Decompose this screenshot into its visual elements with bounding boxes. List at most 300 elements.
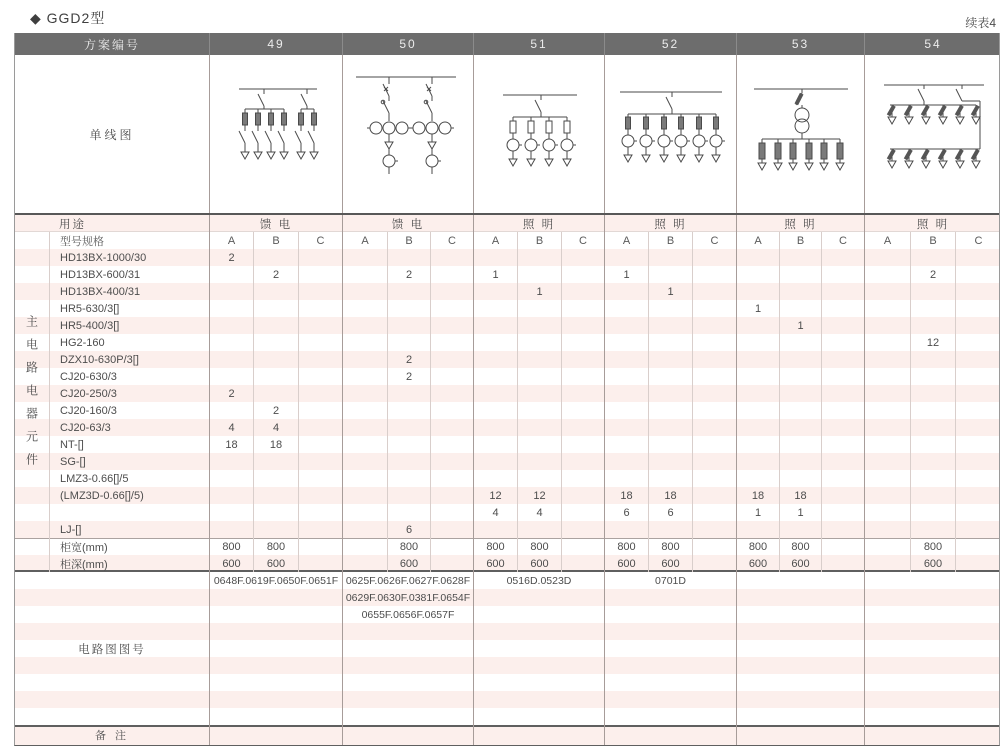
qty-cell	[736, 334, 779, 351]
qty-cell	[910, 521, 955, 538]
qty-cell	[298, 402, 342, 419]
drawing-number-cell	[864, 623, 1001, 640]
qty-cell	[648, 402, 692, 419]
drawing-number-cell	[209, 606, 342, 623]
qty-cell	[430, 249, 473, 266]
usage-value: 照 明	[736, 215, 864, 232]
qty-cell	[910, 402, 955, 419]
qty-cell	[387, 317, 430, 334]
component-label: NT-[]	[49, 436, 209, 453]
component-label: CJ20-63/3	[49, 419, 209, 436]
qty-cell	[821, 266, 864, 283]
qty-cell	[955, 385, 1001, 402]
qty-cell	[517, 368, 561, 385]
qty-cell	[298, 487, 342, 504]
drawing-number-cell	[473, 640, 604, 657]
qty-cell	[342, 266, 387, 283]
single-line-diagram-54	[864, 55, 1001, 213]
qty-cell	[821, 249, 864, 266]
drawing-number-cell	[604, 708, 736, 725]
qty-cell: 6	[604, 504, 648, 521]
qty-cell	[473, 453, 517, 470]
qty-cell: 1	[473, 266, 517, 283]
qty-cell	[779, 283, 821, 300]
drawing-number-cell	[864, 691, 1001, 708]
qty-cell	[648, 419, 692, 436]
table-row	[15, 249, 999, 266]
cabinet-width-cell	[955, 538, 1001, 555]
component-label: CJ20-250/3	[49, 385, 209, 402]
qty-cell	[864, 521, 910, 538]
table-row	[15, 521, 999, 538]
qty-cell	[779, 402, 821, 419]
qty-cell	[604, 300, 648, 317]
qty-cell	[910, 436, 955, 453]
qty-cell: 2	[209, 385, 253, 402]
qty-cell	[430, 419, 473, 436]
qty-cell	[692, 249, 736, 266]
qty-cell	[342, 504, 387, 521]
drawing-number-cell: 0516D.0523D	[473, 572, 604, 589]
qty-cell	[779, 470, 821, 487]
qty-cell	[387, 470, 430, 487]
qty-cell	[955, 249, 1001, 266]
qty-cell	[209, 351, 253, 368]
qty-cell	[864, 385, 910, 402]
qty-cell	[692, 436, 736, 453]
spec-subcol-header: B	[253, 232, 298, 249]
remark-cell	[342, 725, 473, 745]
qty-cell	[253, 521, 298, 538]
qty-cell	[473, 351, 517, 368]
qty-cell	[253, 368, 298, 385]
qty-cell: 1	[517, 283, 561, 300]
qty-cell	[430, 368, 473, 385]
spec-subcol-header: A	[342, 232, 387, 249]
qty-cell	[955, 470, 1001, 487]
spec-subcol-header: A	[864, 232, 910, 249]
table-row	[15, 419, 999, 436]
qty-cell	[430, 283, 473, 300]
qty-cell	[910, 351, 955, 368]
scheme-column-54: 54	[864, 33, 1001, 55]
qty-cell	[561, 419, 604, 436]
qty-cell	[561, 453, 604, 470]
qty-cell	[561, 521, 604, 538]
qty-cell	[648, 453, 692, 470]
qty-cell	[298, 419, 342, 436]
cabinet-width-cell: 800	[209, 538, 253, 555]
qty-cell: 2	[253, 402, 298, 419]
qty-cell	[561, 402, 604, 419]
drawing-number-cell	[209, 623, 342, 640]
qty-cell	[561, 436, 604, 453]
qty-cell	[517, 385, 561, 402]
qty-cell	[298, 504, 342, 521]
drawing-number-cell	[209, 640, 342, 657]
drawing-number-cell	[864, 589, 1001, 606]
qty-cell	[473, 283, 517, 300]
qty-cell	[253, 334, 298, 351]
qty-cell	[910, 419, 955, 436]
qty-cell	[821, 283, 864, 300]
qty-cell: 18	[253, 436, 298, 453]
qty-cell	[692, 283, 736, 300]
table-row	[15, 215, 999, 232]
qty-cell	[342, 453, 387, 470]
table-row	[15, 436, 999, 453]
qty-cell	[864, 470, 910, 487]
qty-cell	[209, 266, 253, 283]
left-spacer	[15, 232, 49, 249]
drawing-number-cell	[473, 606, 604, 623]
qty-cell	[910, 317, 955, 334]
qty-cell	[692, 487, 736, 504]
qty-cell: 2	[910, 266, 955, 283]
table-row	[15, 470, 999, 487]
qty-cell: 12	[473, 487, 517, 504]
qty-cell	[864, 402, 910, 419]
qty-cell	[604, 334, 648, 351]
qty-cell	[955, 436, 1001, 453]
drawing-number-cell	[342, 674, 473, 691]
table-row	[15, 317, 999, 334]
cabinet-depth-cell	[342, 555, 387, 572]
qty-cell	[517, 334, 561, 351]
qty-cell	[209, 334, 253, 351]
cabinet-depth-cell: 600	[648, 555, 692, 572]
qty-cell	[342, 521, 387, 538]
table-row	[15, 266, 999, 283]
spec-subcol-header: C	[692, 232, 736, 249]
qty-cell	[864, 351, 910, 368]
qty-cell	[209, 521, 253, 538]
qty-cell	[736, 351, 779, 368]
qty-cell	[821, 504, 864, 521]
qty-cell	[342, 487, 387, 504]
component-label: DZX10-630P/3[]	[49, 351, 209, 368]
qty-cell	[253, 249, 298, 266]
table-row	[15, 487, 999, 504]
qty-cell	[955, 504, 1001, 521]
qty-cell	[473, 300, 517, 317]
spec-subcol-header: C	[955, 232, 1001, 249]
qty-cell	[604, 436, 648, 453]
qty-cell	[692, 402, 736, 419]
main-circuit-components-group-label: 主电路电器元件	[24, 315, 39, 476]
qty-cell	[430, 334, 473, 351]
qty-cell: 6	[387, 521, 430, 538]
qty-cell	[736, 368, 779, 385]
qty-cell	[604, 249, 648, 266]
qty-cell	[517, 470, 561, 487]
qty-cell	[342, 385, 387, 402]
qty-cell	[604, 419, 648, 436]
drawing-number-cell	[604, 674, 736, 691]
qty-cell	[648, 249, 692, 266]
drawing-number-cell	[342, 691, 473, 708]
qty-cell	[253, 470, 298, 487]
qty-cell	[779, 300, 821, 317]
drawing-number-cell	[209, 589, 342, 606]
qty-cell	[430, 504, 473, 521]
cabinet-width-cell: 800	[517, 538, 561, 555]
cabinet-depth-cell: 600	[253, 555, 298, 572]
qty-cell	[692, 453, 736, 470]
qty-cell	[910, 283, 955, 300]
scheme-column-51: 51	[473, 33, 604, 55]
spec-subcol-header: B	[910, 232, 955, 249]
qty-cell	[298, 317, 342, 334]
qty-cell	[517, 402, 561, 419]
qty-cell: 1	[736, 504, 779, 521]
qty-cell	[298, 453, 342, 470]
table-row	[15, 334, 999, 351]
qty-cell	[821, 453, 864, 470]
qty-cell	[561, 385, 604, 402]
qty-cell	[955, 521, 1001, 538]
table-row	[15, 555, 999, 572]
drawing-number-cell	[342, 657, 473, 674]
qty-cell	[604, 317, 648, 334]
cabinet-width-cell	[342, 538, 387, 555]
qty-cell	[517, 351, 561, 368]
qty-cell: 1	[779, 504, 821, 521]
drawing-number-cell	[736, 589, 864, 606]
usage-label: 用途	[59, 218, 86, 231]
qty-cell	[955, 351, 1001, 368]
drawing-number-cell	[736, 606, 864, 623]
qty-cell	[910, 470, 955, 487]
qty-cell	[561, 470, 604, 487]
drawing-number-cell	[473, 589, 604, 606]
table-row	[15, 402, 999, 419]
spec-table	[14, 33, 1000, 746]
single-line-diagram-50	[342, 55, 473, 213]
cabinet-width-cell	[430, 538, 473, 555]
qty-cell	[517, 249, 561, 266]
drawing-number-cell	[473, 691, 604, 708]
usage-value: 照 明	[864, 215, 1001, 232]
qty-cell	[253, 351, 298, 368]
qty-cell	[604, 453, 648, 470]
spec-subcol-header: A	[736, 232, 779, 249]
qty-cell	[864, 249, 910, 266]
cabinet-depth-label: 柜深(mm)	[49, 555, 209, 572]
qty-cell	[561, 504, 604, 521]
qty-cell	[779, 453, 821, 470]
qty-cell	[648, 266, 692, 283]
qty-cell	[692, 521, 736, 538]
qty-cell	[473, 249, 517, 266]
page-title: ◆ GGD2型	[30, 10, 106, 26]
spec-subcol-header: C	[430, 232, 473, 249]
spec-subcol-header: B	[517, 232, 561, 249]
qty-cell: 12	[517, 487, 561, 504]
qty-cell	[387, 453, 430, 470]
drawing-number-cell	[736, 691, 864, 708]
qty-cell	[387, 487, 430, 504]
qty-cell	[648, 351, 692, 368]
qty-cell	[473, 436, 517, 453]
drawing-number-cell	[604, 640, 736, 657]
qty-cell	[342, 249, 387, 266]
qty-cell: 2	[209, 249, 253, 266]
qty-cell	[387, 436, 430, 453]
qty-cell	[736, 266, 779, 283]
drawing-number-cell	[473, 708, 604, 725]
usage-value: 馈 电	[209, 215, 342, 232]
qty-cell	[864, 453, 910, 470]
drawing-number-cell	[209, 708, 342, 725]
qty-cell	[736, 470, 779, 487]
component-label: CJ20-160/3	[49, 402, 209, 419]
single-line-diagram-49	[209, 55, 342, 213]
qty-cell	[473, 317, 517, 334]
qty-cell	[955, 283, 1001, 300]
qty-cell	[430, 351, 473, 368]
cabinet-width-cell	[864, 538, 910, 555]
qty-cell	[821, 470, 864, 487]
qty-cell	[604, 402, 648, 419]
qty-cell: 4	[473, 504, 517, 521]
qty-cell	[430, 487, 473, 504]
qty-cell	[561, 249, 604, 266]
drawing-section-label: 电路图图号	[78, 643, 146, 656]
qty-cell	[955, 402, 1001, 419]
drawing-number-cell	[209, 674, 342, 691]
qty-cell	[955, 487, 1001, 504]
drawing-number-cell	[736, 640, 864, 657]
qty-cell	[298, 351, 342, 368]
cabinet-depth-cell: 600	[473, 555, 517, 572]
qty-cell	[298, 283, 342, 300]
qty-cell	[604, 351, 648, 368]
drawing-number-cell	[473, 657, 604, 674]
remark-cell	[473, 725, 604, 745]
drawing-number-cell	[473, 623, 604, 640]
qty-cell: 18	[604, 487, 648, 504]
scheme-number-header: 方案编号	[83, 37, 140, 52]
drawing-number-cell	[864, 657, 1001, 674]
cabinet-depth-cell: 600	[604, 555, 648, 572]
qty-cell	[910, 504, 955, 521]
cabinet-width-cell	[692, 538, 736, 555]
cabinet-width-cell: 800	[387, 538, 430, 555]
qty-cell	[561, 487, 604, 504]
spec-subcol-header: C	[821, 232, 864, 249]
qty-cell: 4	[253, 419, 298, 436]
qty-cell	[561, 317, 604, 334]
qty-cell	[517, 436, 561, 453]
qty-cell	[955, 300, 1001, 317]
qty-cell	[955, 453, 1001, 470]
qty-cell	[561, 266, 604, 283]
qty-cell	[473, 521, 517, 538]
qty-cell	[692, 504, 736, 521]
single-line-diagram-53	[736, 55, 864, 213]
scheme-column-50: 50	[342, 33, 473, 55]
cabinet-width-cell: 800	[910, 538, 955, 555]
table-row	[15, 351, 999, 368]
qty-cell	[473, 385, 517, 402]
qty-cell	[821, 368, 864, 385]
cabinet-width-cell: 800	[604, 538, 648, 555]
diagram-row	[15, 55, 999, 215]
qty-cell	[387, 419, 430, 436]
qty-cell	[253, 317, 298, 334]
qty-cell: 1	[779, 317, 821, 334]
qty-cell: 18	[736, 487, 779, 504]
component-label	[49, 504, 209, 521]
qty-cell	[430, 436, 473, 453]
component-label: LJ-[]	[49, 521, 209, 538]
drawing-numbers-section	[15, 572, 999, 725]
qty-cell	[955, 368, 1001, 385]
cabinet-depth-cell: 600	[517, 555, 561, 572]
cabinet-width-label: 柜宽(mm)	[49, 538, 209, 555]
remark-cell	[209, 725, 342, 745]
drawing-number-cell	[209, 691, 342, 708]
qty-cell	[342, 402, 387, 419]
scheme-column-49: 49	[209, 33, 342, 55]
drawing-number-cell	[736, 572, 864, 589]
qty-cell	[821, 521, 864, 538]
qty-cell: 2	[387, 368, 430, 385]
qty-cell	[387, 385, 430, 402]
drawing-number-cell: 0648F.0619F.0650F.0651F	[209, 572, 342, 589]
qty-cell	[298, 300, 342, 317]
qty-cell	[430, 385, 473, 402]
qty-cell	[342, 283, 387, 300]
cabinet-depth-cell: 600	[736, 555, 779, 572]
table-row	[15, 385, 999, 402]
qty-cell	[298, 385, 342, 402]
cabinet-width-cell: 800	[779, 538, 821, 555]
qty-cell	[821, 317, 864, 334]
qty-cell	[298, 334, 342, 351]
qty-cell	[821, 402, 864, 419]
scheme-column-53: 53	[736, 33, 864, 55]
qty-cell	[736, 436, 779, 453]
qty-cell	[430, 521, 473, 538]
qty-cell: 18	[779, 487, 821, 504]
cabinet-depth-cell	[561, 555, 604, 572]
qty-cell	[473, 402, 517, 419]
spec-subcol-header: B	[648, 232, 692, 249]
qty-cell	[955, 334, 1001, 351]
qty-cell	[955, 266, 1001, 283]
qty-cell: 2	[387, 351, 430, 368]
single-line-diagram-51	[473, 55, 604, 213]
qty-cell	[648, 385, 692, 402]
qty-cell	[910, 453, 955, 470]
drawing-number-cell	[736, 674, 864, 691]
qty-cell	[910, 487, 955, 504]
usage-value: 馈 电	[342, 215, 473, 232]
qty-cell	[604, 470, 648, 487]
component-label: (LMZ3D-0.66[]/5)	[49, 487, 209, 504]
qty-cell	[253, 300, 298, 317]
qty-cell	[864, 504, 910, 521]
qty-cell	[821, 300, 864, 317]
qty-cell	[864, 283, 910, 300]
qty-cell	[736, 521, 779, 538]
qty-cell	[387, 402, 430, 419]
qty-cell	[821, 351, 864, 368]
spec-subcol-header: C	[298, 232, 342, 249]
diagram-row-label: 单线图	[89, 127, 135, 142]
